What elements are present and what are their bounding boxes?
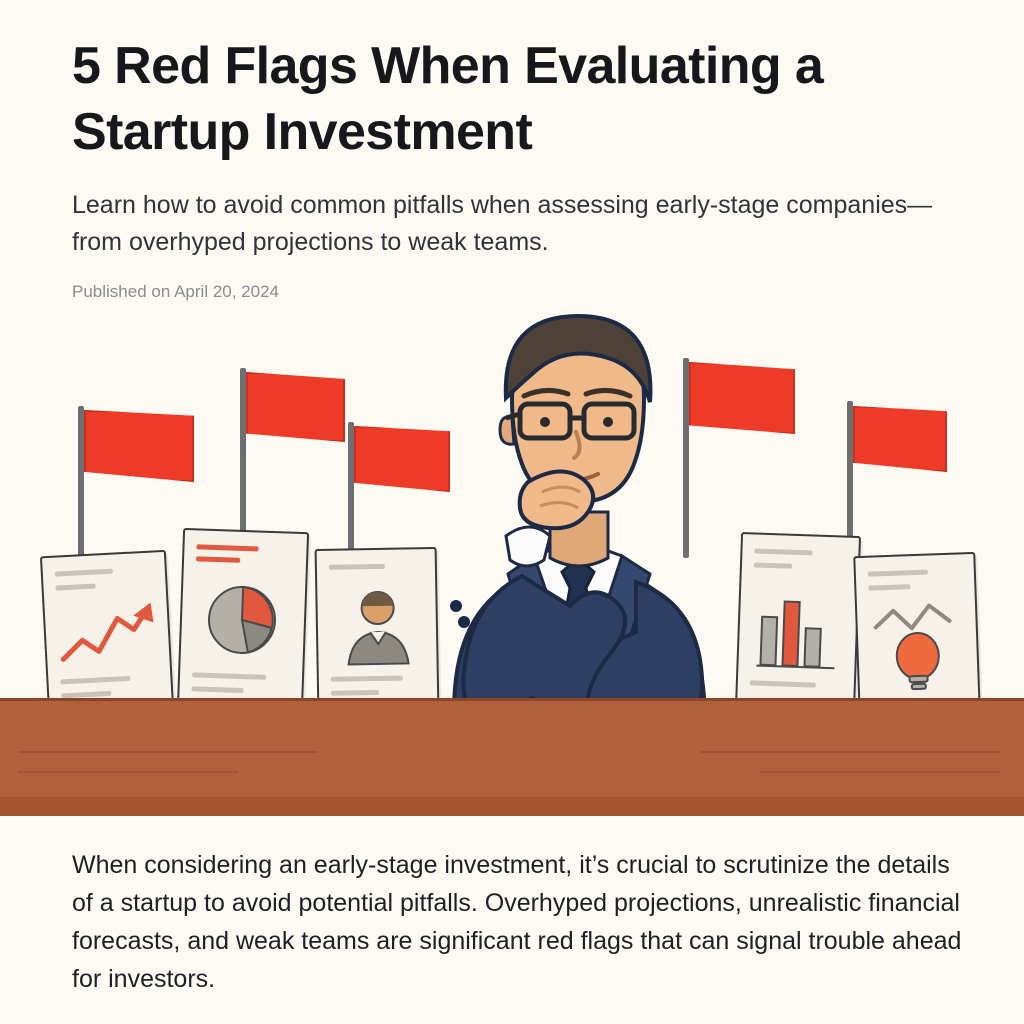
document-card-line-chart	[40, 550, 174, 715]
page-title: 5 Red Flags When Evaluating a Startup Investment	[72, 37, 824, 161]
doc-line	[196, 544, 258, 551]
doc-line	[192, 672, 266, 680]
red-flag-1	[84, 410, 194, 482]
document-card-pie-chart	[177, 528, 309, 712]
desk-surface	[0, 698, 1024, 816]
doc-line	[60, 676, 130, 685]
doc-line	[868, 570, 928, 577]
article-subtitle: Learn how to avoid common pitfalls when assessing early-stage companies—from overhyped projections to weak teams.	[72, 191, 933, 256]
article-header	[0, 0, 1024, 302]
red-flag-5	[853, 406, 947, 472]
red-flag-2	[246, 372, 345, 442]
doc-line	[754, 562, 792, 568]
lightbulb-icon	[888, 629, 948, 697]
hero-illustration	[0, 306, 1024, 816]
doc-line	[191, 686, 243, 693]
published-date: Published on April 20, 2024	[72, 282, 279, 302]
doc-line	[754, 548, 812, 555]
doc-line	[750, 680, 816, 687]
doc-line	[868, 584, 910, 590]
pie-chart-icon	[200, 577, 289, 666]
rising-line-chart-icon	[54, 596, 162, 671]
doc-line	[196, 556, 240, 563]
businessman-illustration	[336, 306, 756, 746]
article-body	[0, 816, 1024, 998]
bar-chart-icon	[754, 587, 843, 672]
document-card-idea	[853, 552, 981, 716]
desk-grain-line	[18, 771, 238, 773]
desk-grain-line	[18, 751, 318, 753]
doc-line	[55, 584, 95, 591]
doc-line	[55, 569, 113, 577]
desk-grain-line	[760, 771, 1000, 773]
desk-grain-line	[700, 751, 1000, 753]
desk-edge	[0, 797, 1024, 816]
body-paragraph: When considering an early-stage investment, it’s crucial to scrutinize the details of a startup to avoid potential pitfalls. Overhyped projections, unrealistic financial forecasts, and weak teams are significant red flags that can signal trouble ahead for investors.	[72, 851, 962, 993]
